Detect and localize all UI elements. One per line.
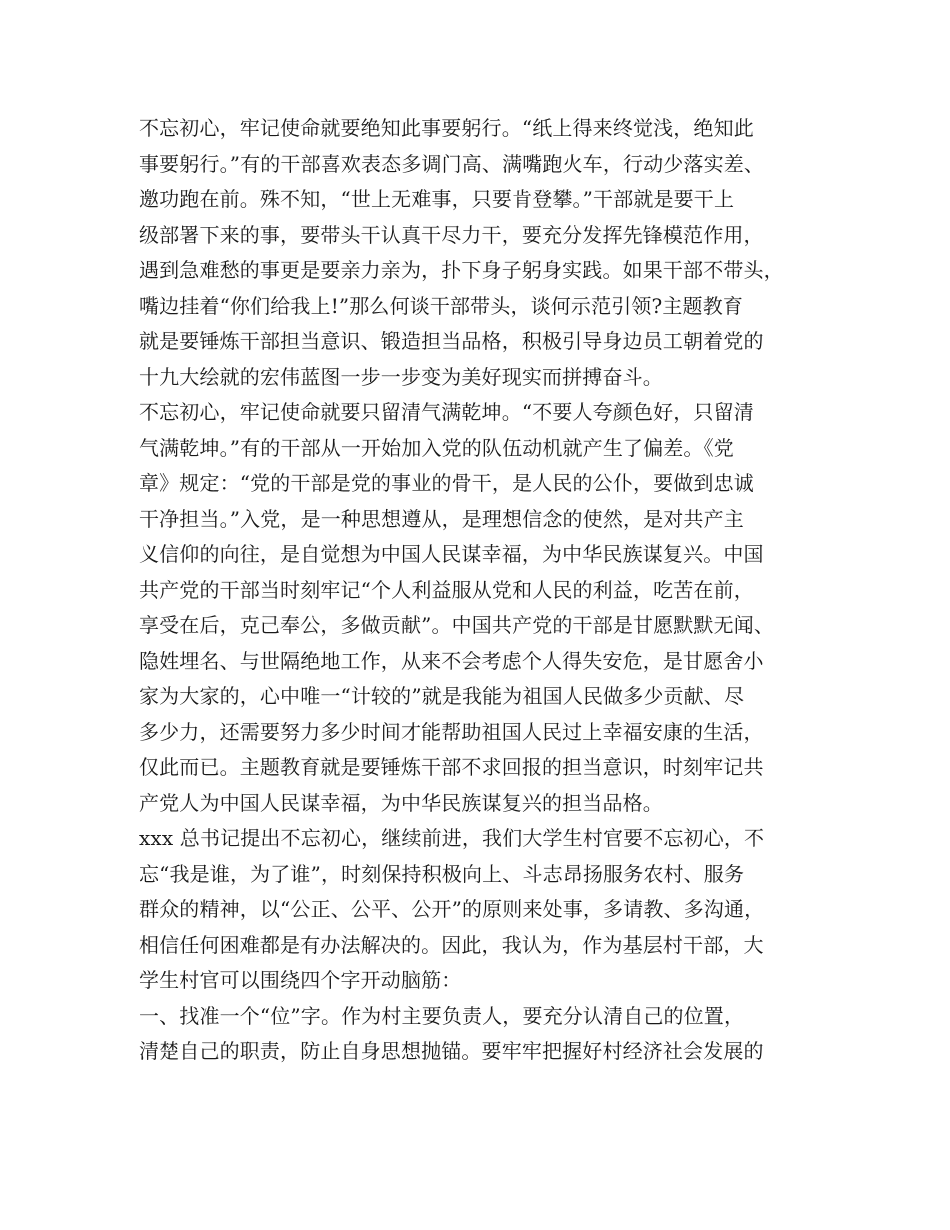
- text-line: 不忘初心，牢记使命就要绝知此事要躬行。“纸上得来终觉浅，绝知此: [139, 116, 754, 140]
- text-line: 群众的精神，以“公正、公平、公开”的原则来处事，多请教、多沟通，: [139, 897, 765, 921]
- paragraph-3: [139, 821, 839, 999]
- text-line: 仅此而已。主题教育就是要锤炼干部不求回报的担当意识，时刻牢记共: [139, 755, 764, 779]
- text-line: 就是要锤炼干部担当意识、锻造担当品格，积极引导身边员工朝着党的: [139, 329, 764, 353]
- text-line: 嘴边挂着“你们给我上!”那么何谈干部带头，谈何示范引领?主题教育: [139, 293, 744, 318]
- text-line: 干净担当。”入党，是一种思想遵从，是理想信念的使然，是对共产主: [139, 506, 744, 531]
- paragraph-1: [139, 111, 839, 395]
- text-line: 学生村官可以围绕四个字开动脑筋：: [139, 968, 462, 992]
- text-line: 义信仰的向往，是自觉想为中国人民谋幸福，为中华民族谋复兴。中国: [139, 542, 764, 566]
- text-line: 事要躬行。”有的干部喜欢表态多调门高、满嘴跑火车，行动少落实差、: [139, 151, 765, 176]
- document-body: [139, 111, 839, 1070]
- text-line: xxx 总书记提出不忘初心，继续前进，我们大学生村官要不忘初心，不: [139, 826, 765, 850]
- text-line: 一、找准一个“位”字。作为村主要负责人，要充分认清自己的位置，: [139, 1003, 745, 1028]
- text-line: 遇到急难愁的事更是要亲力亲为，扑下身子躬身实践。如果干部不带头，: [139, 258, 784, 282]
- text-line: 产党人为中国人民谋幸福，为中华民族谋复兴的担当品格。: [139, 790, 663, 815]
- text-line: 享受在后，克己奉公，多做贡献”。中国共产党的干部是甘愿默默无闻、: [139, 613, 775, 637]
- text-line: 清楚自己的职责，防止自身思想抛锚。要牢牢把握好村经济社会发展的: [139, 1039, 764, 1063]
- text-line: 隐姓埋名、与世隔绝地工作，从来不会考虑个人得失安危，是甘愿舍小: [139, 648, 764, 673]
- text-line: 忘“我是谁，为了谁”，时刻保持积极向上、斗志昂扬服务农村、服务: [139, 861, 745, 886]
- paragraph-4: [139, 999, 839, 1070]
- text-line: 多少力，还需要努力多少时间才能帮助祖国人民过上幸福安康的生活，: [139, 719, 764, 744]
- text-line: 不忘初心，牢记使命就要只留清气满乾坤。“不要人夸颜色好，只留清: [139, 400, 754, 424]
- text-line: 家为大家的，心中唯一“计较的”就是我能为祖国人民做多少贡献、尽: [139, 684, 745, 708]
- text-line: 邀功跑在前。殊不知，“世上无难事，只要肯登攀。”干部就是要干上: [139, 187, 735, 211]
- text-line: 气满乾坤。”有的干部从一开始加入党的队伍动机就产生了偏差。《党: [139, 435, 734, 460]
- text-line: 级部署下来的事，要带头干认真干尽力干，要充分发挥先锋模范作用，: [139, 222, 764, 247]
- text-line: 相信任何困难都是有办法解决的。因此，我认为，作为基层村干部，大: [139, 932, 764, 957]
- text-line: 十九大绘就的宏伟蓝图一步一步变为美好现实而拼搏奋斗。: [139, 364, 663, 389]
- text-line: 共产党的干部当时刻牢记“个人利益服从党和人民的利益，吃苦在前，: [139, 577, 754, 602]
- paragraph-2: [139, 395, 839, 821]
- text-line: 章》规定：“党的干部是党的事业的骨干，是人民的公仆，要做到忠诚: [139, 471, 754, 495]
